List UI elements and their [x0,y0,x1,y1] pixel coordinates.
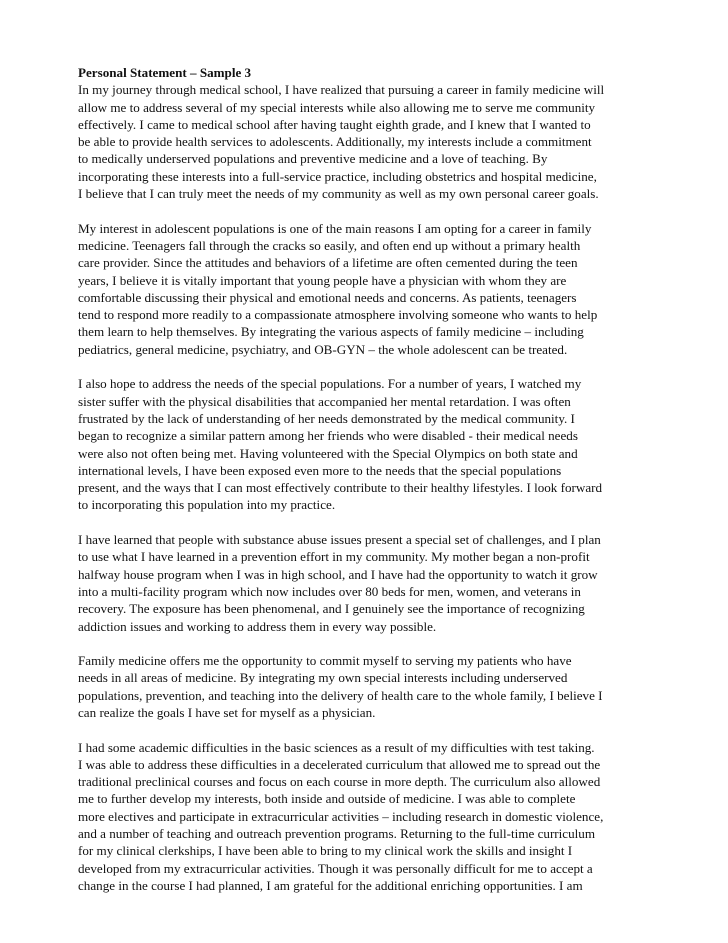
document-title: Personal Statement – Sample 3 [78,65,252,80]
text-line: halfway house program when I was in high school, and I have had the opportunity to watch it grow [78,566,598,582]
text-line: them learn to help themselves. By integrating the various aspects of family medicine – including [78,324,584,340]
text-line: pediatrics, general medicine, psychiatry, and OB-GYN – the whole adolescent can be treated. [78,341,568,357]
text-line: were also not often being met. Having volunteered with the Special Olympics on both state and [78,445,578,461]
text-line: be able to provide health services to adolescents. Additionally, my interests include a commitment [78,134,592,150]
text-line: international levels, I have been exposed even more to the needs that the special populations [78,462,562,478]
text-line: more electives and participate in extracurricular activities – including research in domestic violence, [78,808,604,824]
paragraph [78,220,658,358]
text-line: Family medicine offers me the opportunity to commit myself to serving my patients who have [78,653,572,669]
text-line: and a number of teaching and outreach prevention programs. Returning to the full-time curriculum [78,826,596,842]
text-line: to incorporating this population into my practice. [78,497,336,513]
text-line: me to further develop my interests, both inside and outside of medicine. I was able to complete [78,791,576,807]
text-line: for my clinical clerkships, I have been able to bring to my clinical work the skills and insight I [78,843,573,859]
text-line: incorporating these interests into a full-service practice, including obstetrics and hospital medicine, [78,168,597,184]
paragraph-list [78,81,658,894]
text-line: change in the course I had planned, I am grateful for the additional enriching opportunities. I am [78,877,583,893]
text-line: allow me to address several of my special interests while also allowing me to serve me community [78,99,596,115]
text-line: years, I believe it is vitally important that young people have a physician with whom they are [78,272,567,288]
text-line: sister suffer with the physical disabilities that accompanied her mental retardation. I was often [78,393,571,409]
text-line: began to recognize a similar pattern among her friends who were disabled - their medical needs [78,428,578,444]
text-line: I have learned that people with substance abuse issues present a special set of challenges, and I plan [78,532,601,548]
text-line: needs in all areas of medicine. By integrating my own special interests including underserved [78,670,568,686]
text-line: traditional preclinical courses and focus on each course in more depth. The curriculum also allowed [78,774,601,790]
text-line: I was able to address these difficulties in a decelerated curriculum that allowed me to spread out the [78,756,601,772]
text-line: care provider. Since the attitudes and behaviors of a lifetime are often cemented during the teen [78,255,578,271]
text-line: I also hope to address the needs of the special populations. For a number of years, I watched my [78,376,582,392]
text-line: populations, prevention, and teaching into the delivery of health care to the whole family, I believe I [78,687,603,703]
paragraph [78,652,658,721]
text-line: I believe that I can truly meet the needs of my community as well as my own personal career goals. [78,186,599,202]
text-line: medicine. Teenagers fall through the cracks so easily, and often end up without a primary health [78,237,581,253]
text-line: recovery. The exposure has been phenomenal, and I genuinely see the importance of recognizing [78,601,585,617]
text-line: I had some academic difficulties in the basic sciences as a result of my difficulties with test taking. [78,739,595,755]
text-line: to medically underserved populations and preventive medicine and a love of teaching. By [78,151,548,167]
text-line: comfortable discussing their physical and emotional needs and concerns. As patients, teenagers [78,289,577,305]
text-line: to use what I have learned in a prevention effort in my community. My mother began a non-profit [78,549,590,565]
paragraph [78,739,658,895]
paragraph [78,81,658,202]
text-line: effectively. I came to medical school after having taught eighth grade, and I knew that I wanted to [78,116,591,132]
text-line: can realize the goals I have set for myself as a physician. [78,704,376,720]
text-line: frustrated by the lack of understanding of her needs demonstrated by the medical community. I [78,410,575,426]
text-line: present, and the ways that I can most effectively contribute to their healthy lifestyles. I look forward [78,480,603,496]
text-line: In my journey through medical school, I have realized that pursuing a career in family medicine will [78,82,605,98]
paragraph [78,531,658,635]
document-body [78,64,658,912]
text-line: tend to respond more readily to a compassionate atmosphere involving someone who wants to help [78,307,598,323]
text-line: addiction issues and working to address them in every way possible. [78,618,437,634]
text-line: developed from my extracurricular activities. Though it was personally difficult for me to accept a [78,860,593,876]
text-line: into a multi-facility program which now includes over 80 beds for men, women, and veterans in [78,583,581,599]
paragraph [78,375,658,513]
text-line: My interest in adolescent populations is one of the main reasons I am opting for a career in family [78,220,592,236]
